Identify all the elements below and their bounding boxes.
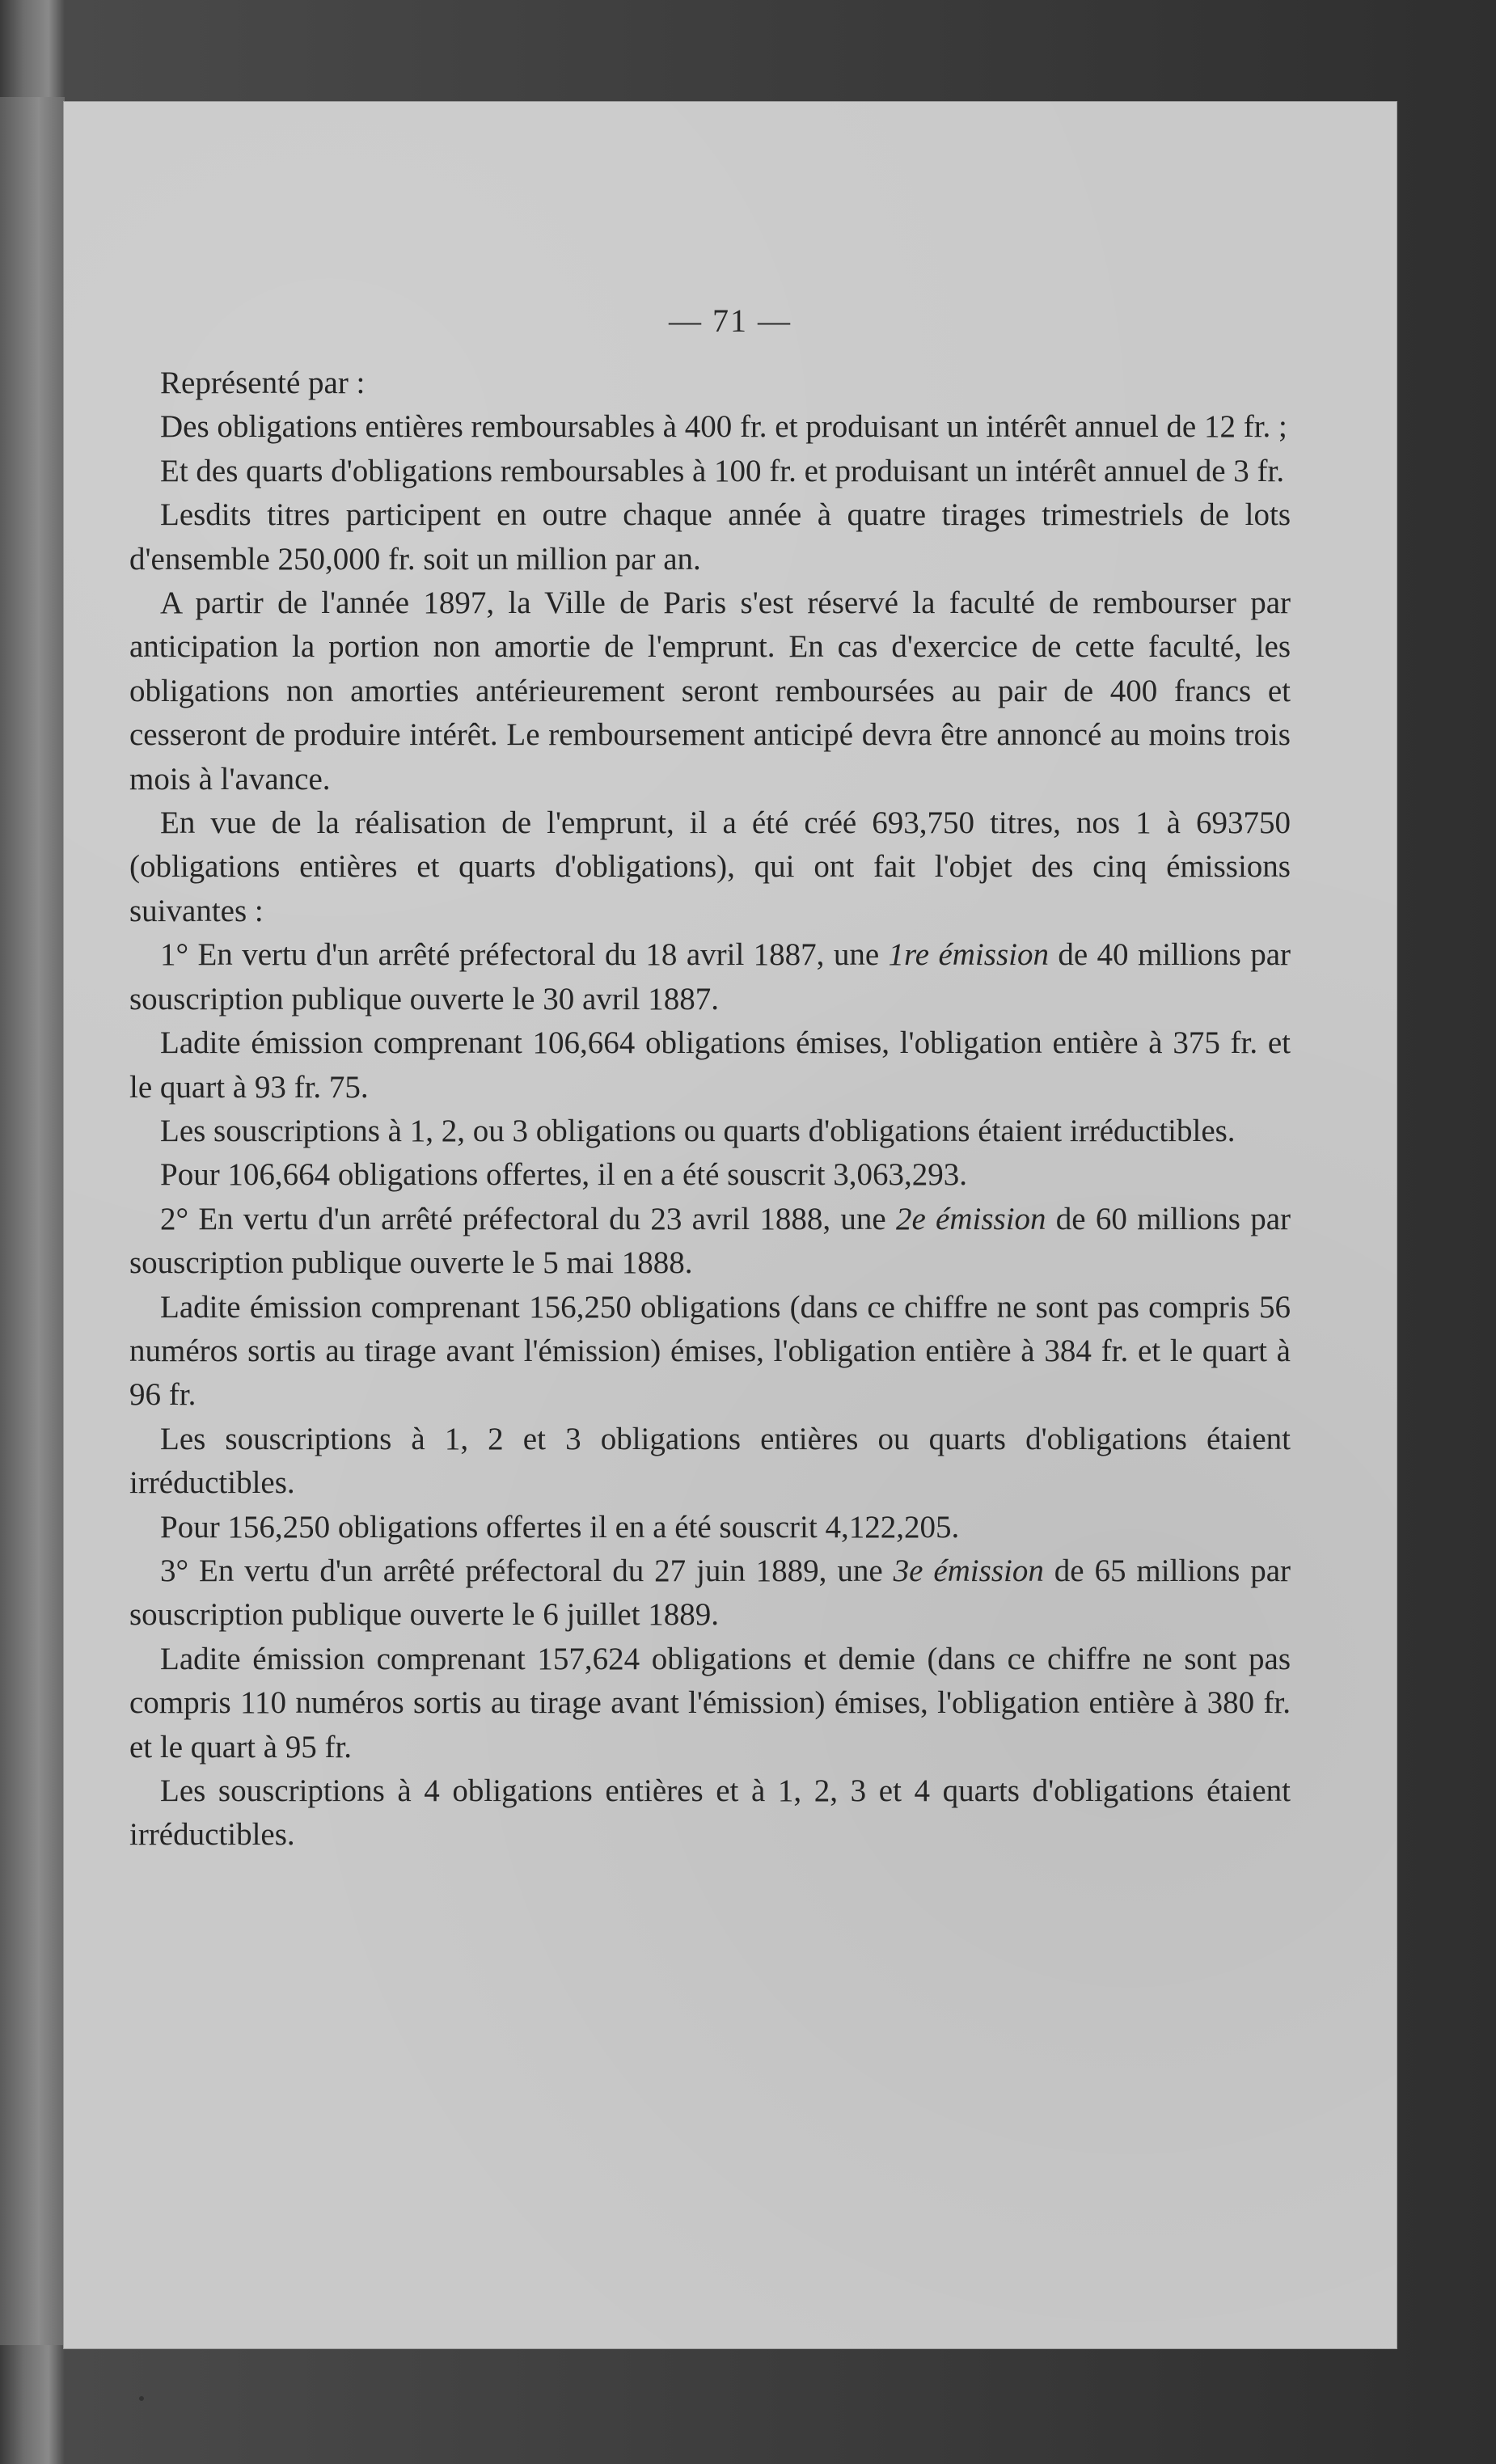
third-issue-text-end: de 65 millions par souscription publique ouverte le 6 juillet 1889. xyxy=(129,1553,1291,1633)
paragraph-quarter-bonds: Et des quarts d'obligations remboursables à 100 fr. et produisant un intérêt annuel de 3 fr. xyxy=(160,453,1285,488)
ink-speck xyxy=(139,2396,144,2401)
paragraph-third-issue-subscriptions: Les souscriptions à 4 obligations entières et à 1, 2, 3 et 4 quarts d'obligations étaient irréductibles. xyxy=(129,1773,1291,1853)
second-issue-label: 2e émission xyxy=(895,1201,1046,1236)
first-issue-text-end: de 40 millions par souscription publique ouverte le 30 avril 1887. xyxy=(129,937,1291,1016)
third-issue-label: 3e émission xyxy=(893,1553,1044,1588)
paragraph-lottery-draws: Lesdits titres participent en outre chaque année à quatre tirages trimestriels de lots d'ensemble 250,000 fr. soit un million par an. xyxy=(129,497,1291,577)
paragraph-second-issue-result: Pour 156,250 obligations offertes il en a été souscrit 4,122,205. xyxy=(160,1509,960,1545)
second-issue-text-start: 2° En vertu d'un arrêté préfectoral du 23 avril 1888, une xyxy=(160,1201,896,1236)
paragraph-third-issue-details: Ladite émission comprenant 157,624 obligations et demie (dans ce chiffre ne sont pas compris 110 numéros sortis au tirage avant l'émission) émises, l'obligation entière à 380 fr. et le quart à 95 fr. xyxy=(129,1641,1291,1765)
paragraph-titles-created: En vue de la réalisation de l'emprunt, il a été créé 693,750 titres, nos 1 à 693750 (obligations entières et quarts d'obligations), qui ont fait l'objet des cinq émissions suivantes : xyxy=(129,805,1291,928)
paragraph-second-issue-details: Ladite émission comprenant 156,250 obligations (dans ce chiffre ne sont pas compris 56 numéros sortis au tirage avant l'émission) émises, l'obligation entière à 384 fr. et le quart à 96 fr. xyxy=(129,1289,1291,1413)
paragraph-represented-by: Représenté par : xyxy=(160,366,366,400)
page-number: — 71 — xyxy=(669,302,792,339)
body-text xyxy=(129,361,1291,1858)
book-edge-shadow xyxy=(0,97,65,2345)
document-page xyxy=(63,101,1397,2349)
paragraph-first-issue-subscriptions: Les souscriptions à 1, 2, ou 3 obligations ou quarts d'obligations étaient irréductibles. xyxy=(160,1113,1236,1148)
paragraph-early-repayment: A partir de l'année 1897, la Ville de Paris s'est réservé la faculté de rembourser par anticipation la portion non amortie de l'emprunt. En cas d'exercice de cette faculté, les obligations non amorties antérieurement seront remboursées au pair de 400 francs et cesseront de produire intérêt. Le remboursement anticipé devra être annoncé au moins trois mois à l'avance. xyxy=(129,585,1291,797)
paragraph-whole-bonds: Des obligations entières remboursables à 400 fr. et produisant un intérêt annuel de 12 fr. ; xyxy=(160,409,1287,445)
first-issue-text-start: 1° En vertu d'un arrêté préfectoral du 18 avril 1887, une xyxy=(160,937,889,973)
third-issue-text-start: 3° En vertu d'un arrêté préfectoral du 27 juin 1889, une xyxy=(160,1553,894,1588)
paragraph-second-issue xyxy=(129,1198,1291,1286)
paragraph-first-issue-result: Pour 106,664 obligations offertes, il en a été souscrit 3,063,293. xyxy=(160,1157,967,1193)
second-issue-text-end: de 60 millions par souscription publique ouverte le 5 mai 1888. xyxy=(129,1201,1291,1281)
paragraph-second-issue-subscriptions: Les souscriptions à 1, 2 et 3 obligations entières ou quarts d'obligations étaient irréductibles. xyxy=(129,1421,1291,1501)
first-issue-label: 1re émission xyxy=(888,937,1049,973)
paragraph-third-issue xyxy=(129,1549,1291,1638)
paragraph-first-issue-details: Ladite émission comprenant 106,664 obligations émises, l'obligation entière à 375 fr. et le quart à 93 fr. 75. xyxy=(129,1025,1291,1105)
paragraph-first-issue xyxy=(129,933,1291,1021)
